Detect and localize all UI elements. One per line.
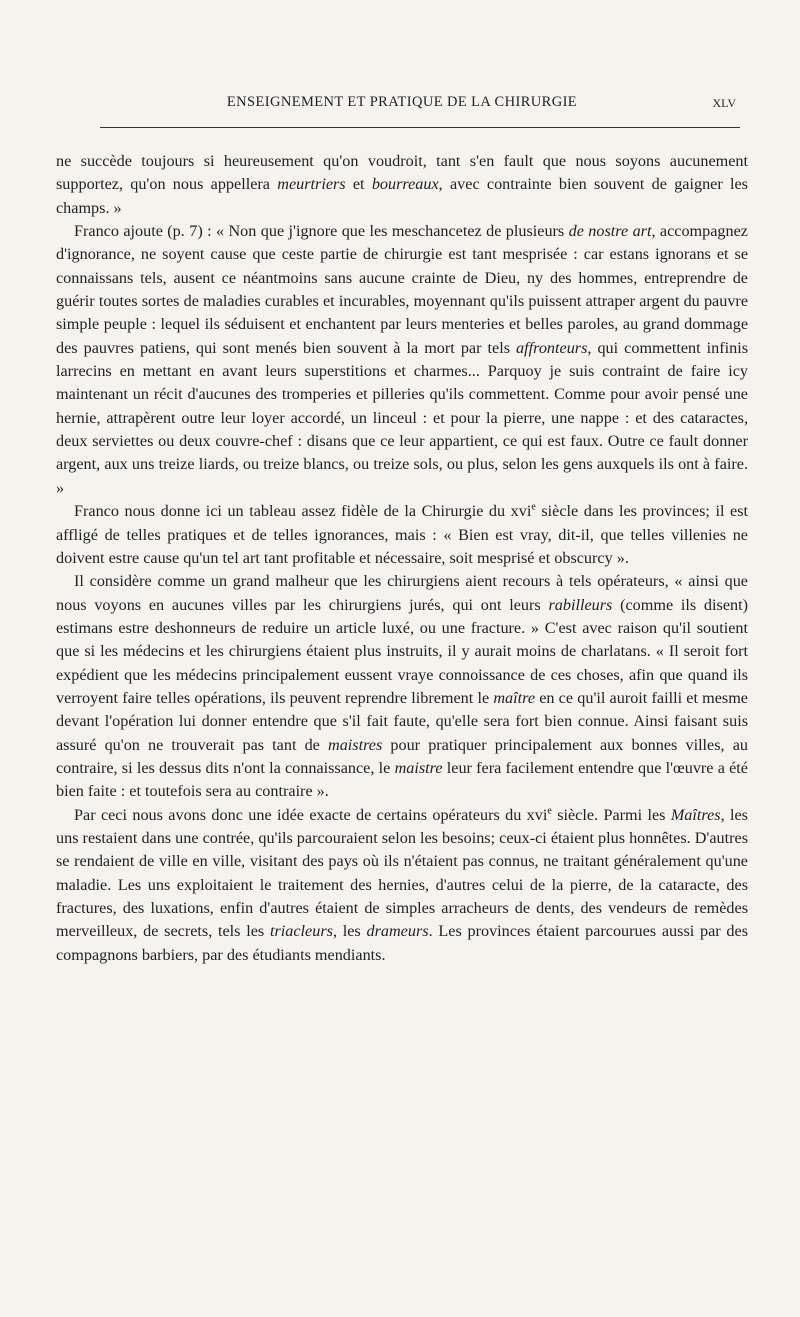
- paragraph: [56, 804, 748, 967]
- text-run: , les uns restaient dans une contrée, qu'ils parcouraient selon les besoins; ceux-ci étaient plus honnêtes. D'autres se rendaient de ville en ville, visitant des pays où ils n'étaient pas connus, ne traitant généralement qu'une maladie. Les uns exploitaient le traitement des hernies, d'autres celui de la pierre, de la cataracte, des fractures, des luxations, enfin d'autres étaient de simples arracheurs de dents, des vendeurs de remèdes merveilleux, de secrets, tels les: [56, 805, 748, 941]
- italic-term: meurtriers: [277, 175, 346, 194]
- italic-term: rabilleurs: [548, 595, 613, 614]
- header-rule: [100, 127, 740, 128]
- italic-term: affronteurs: [516, 338, 588, 357]
- text-run: ne succède toujours si heureusement qu'on voudroit, tant s'en fault que nous soyons aucunement supportez, qu'on nous appellera: [56, 152, 748, 194]
- text-run: . Les provinces étaient parcourues aussi par des compagnons barbiers, par des étudiants mendiants.: [56, 922, 749, 964]
- text-run: (comme ils disent) estimans estre deshonneurs de reduire un article luxé, ou une fracture. » C'est avec raison qu'il soutient que si les médecins et les chirurgiens étaient plus instruits, il y aurait moins de charlatans. « Il seroit fort expédient que les médecins principalement eussent vraye connoissance de ces choses, afin que quand ils verroyent faire telles opérations, ils peuvent reprendre librement le: [56, 595, 748, 707]
- running-header: [100, 94, 740, 118]
- paragraph: [56, 500, 748, 570]
- paragraph: [56, 570, 748, 803]
- text-run: leur fera facilement entendre que l'œuvre a été bien faite : et toutefois sera au contraire ».: [56, 758, 748, 801]
- text-run: pour pratiquer principalement aux bonnes villes, au contraire, si les dessus dits n'ont la connaissance, le: [56, 735, 748, 777]
- text-run: Par ceci nous avons donc une idée exacte de certains opérateurs du xvi: [74, 805, 548, 824]
- italic-term: maistres: [328, 735, 383, 754]
- italic-term: triacleurs: [269, 922, 333, 941]
- running-title: ENSEIGNEMENT ET PRATIQUE DE LA CHIRURGIE: [226, 94, 578, 110]
- italic-term: drameurs: [366, 922, 429, 941]
- paragraph: [56, 220, 748, 500]
- italic-term: maître: [493, 688, 536, 707]
- text-run: et: [345, 175, 372, 194]
- text-run: Franco nous donne ici un tableau assez fidèle de la Chirurgie du xvi: [74, 502, 532, 521]
- page-number: XLV: [712, 96, 736, 110]
- text-run: , qui commettent infinis larrecins en mettant en avant leurs superstitions et charmes... Parquoy je suis contraint de faire icy maintenant un récit d'aucunes des tromperies et pilleries qu'ils commettent. Comme pour avoir pensé une hernie, attrapèrent outre leur loyer accordé, un linceul : et pour la pierre, une nappe : et des cataractes, deux serviettes ou deux couvre-chef : disans que ce leur appartient, ce qui est faux. Outre ce fault donner argent, aux uns treize liards, ou treize blancs, ou treize sols, ou plus, selon les gens auxquels ils ont à faire. »: [56, 338, 748, 497]
- text-run: , avec contrainte bien souvent de gaigner les champs. »: [56, 175, 748, 217]
- italic-term: de nostre art: [568, 222, 652, 241]
- italic-term: Maîtres: [670, 805, 721, 824]
- body-text: [56, 150, 748, 967]
- text-run: siècle. Parmi les: [551, 805, 671, 824]
- text-run: , les: [332, 922, 367, 941]
- text-run: siècle dans les provinces; il est affligé de telles pratiques et de telles ignorances, mais : « Bien est vray, dit-il, que telles villenies ne doivent estre cause qu'un tel art tant profitable et nécessaire, soit mesprisé et obscurcy ».: [56, 502, 748, 567]
- superscript: e: [531, 501, 536, 513]
- text-run: Il considère comme un grand malheur que les chirurgiens aient recours à tels opérateurs, « ainsi que nous voyons en aucunes villes par les chirurgiens jurés, qui ont leurs: [56, 572, 748, 614]
- text-run: en ce qu'il auroit failli et mesme devant l'opération lui donner entendre que s'il fait faute, qu'elle sera fort bien connue. Ainsi faisant suis assuré qu'on ne trouverait pas tant de: [56, 688, 748, 754]
- superscript: e: [547, 805, 552, 817]
- text-run: Franco ajoute (p. 7) : « Non que j'ignore que les meschancetez de plusieurs: [74, 222, 569, 241]
- italic-term: maistre: [394, 758, 443, 777]
- paragraph: [56, 150, 748, 220]
- text-run: , accompagnez d'ignorance, ne soyent cause que ceste partie de chirurgie est tant mesprisée : car estans ignorans et se connaissans tels, ausent ce néantmoins sans aucune crainte de Dieu, ny des hommes, entreprendre de guérir toutes sortes de maladies curables et incurables, moyennant qu'ils puissent attraper argent du pauvre simple peuple : lequel ils séduisent et enchantent par leurs menteries et belles paroles, au grand dommage des pauvres patiens, qui sont menés bien souvent à la mort par tels: [56, 222, 748, 357]
- italic-term: bourreaux: [371, 175, 439, 194]
